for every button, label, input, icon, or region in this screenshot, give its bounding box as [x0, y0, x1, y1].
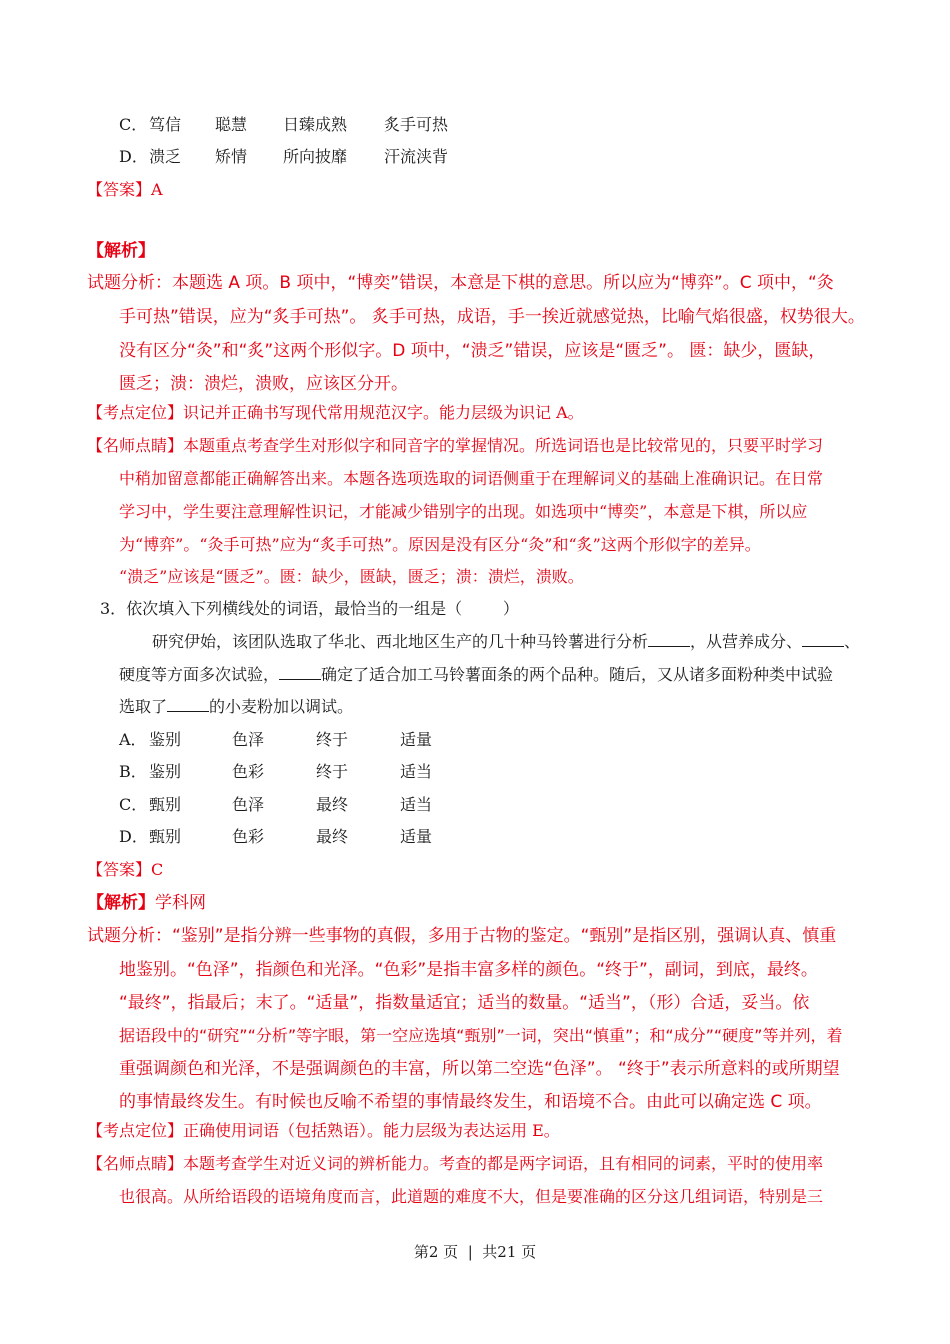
q3-passage-line-3: 选取了 的小麦粉加以调试。: [119, 697, 354, 716]
q3-stem: 3．依次填入下列横线处的词语，最恰当的一组是（ ）: [100, 599, 519, 618]
q3-analysis-line: 重强调颜色和光泽，不是强调颜色的丰富，所以第二空选“色泽”。 “终于”表示所意料的或所期望: [119, 1059, 840, 1079]
q2-analysis-heading: 【解析】: [87, 241, 155, 261]
q3-analysis-heading: 【解析】学科网: [87, 893, 206, 913]
q2-analysis-line: 匮乏；溃：溃烂，溃败，应该区分开。: [119, 374, 408, 394]
q2-mingshi-line: 学习中，学生要注意理解性识记，才能减少错别字的出现。如选项中“博奕”，本意是下棋，所以应: [119, 502, 808, 521]
q3-passage-line-2: 硬度等方面多次试验， 确定了适合加工马铃薯面条的两个品种。随后，又从诸多面粉种类中试验: [119, 665, 834, 684]
q2-analysis-line: 手可热”错误，应为“炙手可热”。 炙手可热，成语，手一挨近就感觉热，比喻气焰很盛，权势很大。: [119, 307, 865, 327]
q3-mingshi: 【名师点睛】本题考查学生对近义词的辨析能力。考查的都是两字词语，且有相同的词素，平时的使用率: [87, 1154, 824, 1173]
q3-mingshi-line: 也很高。从所给语段的语境角度而言，此道题的难度不大，但是要准确的区分这几组词语，特别是三: [119, 1187, 824, 1206]
q2-mingshi-line: “溃乏”应该是“匮乏”。匮：缺少，匮缺，匮乏；溃：溃烂，溃败。: [119, 567, 584, 586]
q3-answer: 【答案】C: [87, 860, 164, 879]
q2-answer: 【答案】A: [87, 180, 163, 199]
blank-3: [279, 665, 321, 680]
q3-analysis-line: 据语段中的“研究”“分析”等字眼，第一空应选填“甄别”一词，突出“慎重”；和“成分”“硬度”等并列，着: [119, 1026, 843, 1045]
q3-passage-line-1: 研究伊始，该团队选取了华北、西北地区生产的几十种马铃薯进行分析 ，从营养成分、 、: [152, 632, 861, 651]
q3-kaodian: 【考点定位】正确使用词语（包括熟语）。能力层级为表达运用 E。: [87, 1121, 560, 1140]
q2-mingshi: 【名师点睛】本题重点考查学生对形似字和同音字的掌握情况。所选词语也是比较常见的，只要平时学习: [87, 436, 824, 455]
q3-analysis-line: 的事情最终发生。有时候也反喻不希望的事情最终发生，和语境不合。由此可以确定选 C 项。: [119, 1092, 822, 1112]
q2-analysis-line: 没有区分“灸”和“炙”这两个形似字。D 项中，“溃乏”错误，应该是“匮乏”。 匮：缺少，匮缺，: [119, 341, 826, 361]
q3-analysis-line: “最终”，指最后；末了。“适量”，指数量适宜；适当的数量。“适当”，（形）合适，妥当。依: [119, 993, 810, 1013]
q3-analysis-line: 地鉴别。“色泽”，指颜色和光泽。“色彩”是指丰富多样的颜色。“终于”，副词，到底，最终。: [119, 960, 818, 980]
q2-mingshi-line: 为“博弈”。“灸手可热”应为“炙手可热”。原因是没有区分“灸”和“炙”这两个形似字的差异。: [119, 535, 761, 554]
page-footer: 第2 页 | 共21 页: [413, 1243, 537, 1261]
blank-1: [648, 632, 690, 647]
q2-analysis-line: 试题分析：本题选 A 项。B 项中，“博奕”错误，本意是下棋的意思。所以应为“博弈”。C 项中，“灸: [87, 273, 834, 293]
document-page: C． 笃信 聪慧 日臻成熟 炙手可热 D． 溃乏 矫情 所向披靡 汗流浃背 【答案】A 【解析】 试题分析：本题选 A 项。B 项中，“博奕”错误，本意是下棋的意思。所以应为“博弈”。C 项中，“灸 手可热”错误，应为“炙手可热”。 炙手可热，成语，手一挨近就感觉热，比喻气焰很盛，权势很大。 没有区分“灸”和“炙”这两个形似字。D 项中，“溃乏”错误，应该是“匮乏”。 匮：缺少，匮缺， 匮乏；溃：溃烂，溃败，应该区分开。 【考点定位】识记并正确书写现代常用规范汉字。能力层级为识记 A。 【名师点睛】本题重点考查学生对形似字和同音字的掌握情况。所选词语也是比较常见的，只要平时学习 中稍加留意都能正确解答出来。本题各选项选取的词语侧重于在理解词义的基础上准确识记。在日常 学习中，学生要注意理解性识记，才能减少错别字的出现。如选项中“博奕”，本意是下棋，所以应 为“博弈”。“灸手可热”应为“炙手可热”。原因是没有区分“灸”和“炙”这两个形似字的差异。 “溃乏”应该是“匮乏”。匮：缺少，匮缺，匮乏；溃：溃烂，溃败。 3．依次填入下列横线处的词语，最恰当的一组是（ ） 研究伊始，该团队选取了华北、西北地区生产的几十种马铃薯进行分析 ，从营养成分、 、 硬度等方面多次试验， 确定了适合加工马铃薯面条的两个品种。随后，又从诸多面粉种类中试验 选取了 的小麦粉加以调试。 A． 鉴别 色泽 终于 适量 B． 鉴别 色彩 终于 适当 C． 甄别 色泽 最终 适当 D． 甄别 色彩 最终 适量 【答案】C 【解析】学科网 试题分析：“鉴别”是指分辨一些事物的真假，多用于古物的鉴定。“甄别”是指区别，强调认真、慎重 地鉴别。“色泽”，指颜色和光泽。“色彩”是指丰富多样的颜色。“终于”，副词，到底，最终。 “最终”，指最后；末了。“适量”，指数量适宜；适当的数量。“适当”，（形）合适，妥当。依 据语段中的“研究”“分析”等字眼，第一空应选填“甄别”一词，突出“慎重”；和“成分”“硬度”等并列，着 重强调颜色和光泽，不是强调颜色的丰富，所以第二空选“色泽”。 “终于”表示所意料的或所期望 的事情最终发生。有时候也反喻不希望的事情最终发生，和语境不合。由此可以确定选 C 项。 【考点定位】正确使用词语（包括熟语）。能力层级为表达运用 E。 【名师点睛】本题考查学生对近义词的辨析能力。考查的都是两字词语，且有相同的词素，平时的使用率 也很高。从所给语段的语境角度而言，此道题的难度不大，但是要准确的区分这几组词语，特别是三 第2 页 | 共21 页: [0, 0, 950, 1344]
blank-2: [802, 632, 844, 647]
q2-kaodian: 【考点定位】识记并正确书写现代常用规范汉字。能力层级为识记 A。: [87, 403, 584, 422]
q3-analysis-line: 试题分析：“鉴别”是指分辨一些事物的真假，多用于古物的鉴定。“甄别”是指区别，强调认真、慎重: [87, 926, 837, 946]
blank-4: [167, 697, 209, 712]
q2-mingshi-line: 中稍加留意都能正确解答出来。本题各选项选取的词语侧重于在理解词义的基础上准确识记。在日常: [119, 469, 824, 488]
